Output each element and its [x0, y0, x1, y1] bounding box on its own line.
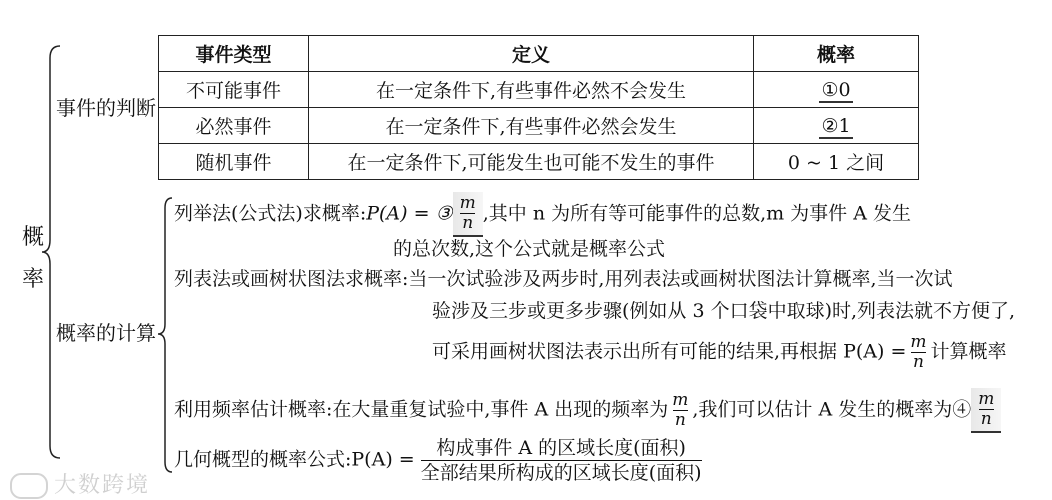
frequency-method-line — [174, 388, 1001, 433]
frequency-middle: ,我们可以估计 A 发生的概率为④ — [692, 398, 972, 421]
frequency-prefix: 利用频率估计概率:在大量重复试验中,事件 A 出现的频率为 — [174, 398, 669, 421]
geometric-numerator: 构成事件 A 的区域长度(面积) — [436, 437, 686, 459]
enumeration-line-2: 的总次数,这个公式就是概率公式 — [393, 238, 666, 260]
cell-definition: 在一定条件下,可能发生也可能不发生的事件 — [309, 144, 754, 180]
cell-probability — [754, 72, 919, 108]
tree-method-line-1: 列表法或画树状图法求概率:当一次试验涉及两步时,用列表法或画树状图法计算概率,当一次试 — [174, 268, 953, 290]
watermark-icon — [10, 473, 48, 499]
watermark-text: 大数跨境 — [54, 473, 151, 498]
geometric-denominator: 全部结果所构成的区域长度(面积) — [420, 462, 702, 484]
frac-numerator: m — [459, 193, 476, 213]
main-label-char-1: 概 — [22, 225, 45, 250]
table-row — [159, 144, 919, 180]
section-judgment-label: 事件的判断 — [56, 96, 156, 120]
table-header-row — [159, 36, 919, 72]
blank-answer-3 — [453, 192, 483, 237]
header-probability: 概率 — [754, 36, 919, 72]
tree-line3-prefix: 可采用画树状图法表示出所有可能的结果,再根据 P(A) = — [432, 340, 907, 363]
enumeration-method-line — [174, 192, 911, 237]
cell-definition: 在一定条件下,有些事件必然会发生 — [309, 108, 754, 144]
header-event-type: 事件类型 — [159, 36, 309, 72]
frac-numerator: m — [672, 390, 689, 410]
geometric-formula-line — [174, 436, 702, 485]
frac-numerator: m — [910, 332, 927, 352]
cell-type: 必然事件 — [159, 108, 309, 144]
event-type-table — [158, 35, 919, 180]
table-row — [159, 72, 919, 108]
cell-probability: 0 ~ 1 之间 — [754, 144, 919, 180]
geometric-fraction — [421, 436, 702, 485]
frac-denominator: n — [674, 410, 686, 430]
watermark-logo — [10, 468, 150, 499]
frac-denominator: n — [912, 352, 924, 372]
enumeration-suffix: ,其中 n 为所有等可能事件的总数,m 为事件 A 发生 — [482, 202, 911, 225]
header-definition: 定义 — [309, 36, 754, 72]
main-label-char-2: 率 — [22, 267, 45, 292]
calc-brace — [156, 196, 174, 474]
table-row — [159, 108, 919, 144]
blank-answer-2: ②1 — [821, 114, 851, 137]
cell-definition: 在一定条件下,有些事件必然不会发生 — [309, 72, 754, 108]
frac-denominator: n — [980, 409, 992, 429]
frac-numerator: m — [978, 389, 995, 409]
enumeration-prefix: 列举法(公式法)求概率: — [174, 202, 367, 225]
tree-line3-suffix: 计算概率 — [930, 340, 1007, 363]
tree-method-line-2: 验涉及三步或更多步骤(例如从 3 个口袋中取球)时,列表法就不方便了, — [432, 300, 1016, 322]
frac-denominator: n — [462, 213, 474, 233]
cell-probability — [754, 108, 919, 144]
blank-answer-4 — [971, 388, 1001, 433]
geometric-prefix: 几何概型的概率公式:P(A) = — [174, 448, 415, 471]
cell-type: 不可能事件 — [159, 72, 309, 108]
section-calculation-label: 概率的计算 — [56, 321, 156, 345]
blank-answer-1: ①0 — [821, 78, 851, 101]
tree-method-line-3 — [432, 333, 1007, 372]
enumeration-formula-left: P(A) = ③ — [366, 202, 453, 225]
cell-type: 随机事件 — [159, 144, 309, 180]
